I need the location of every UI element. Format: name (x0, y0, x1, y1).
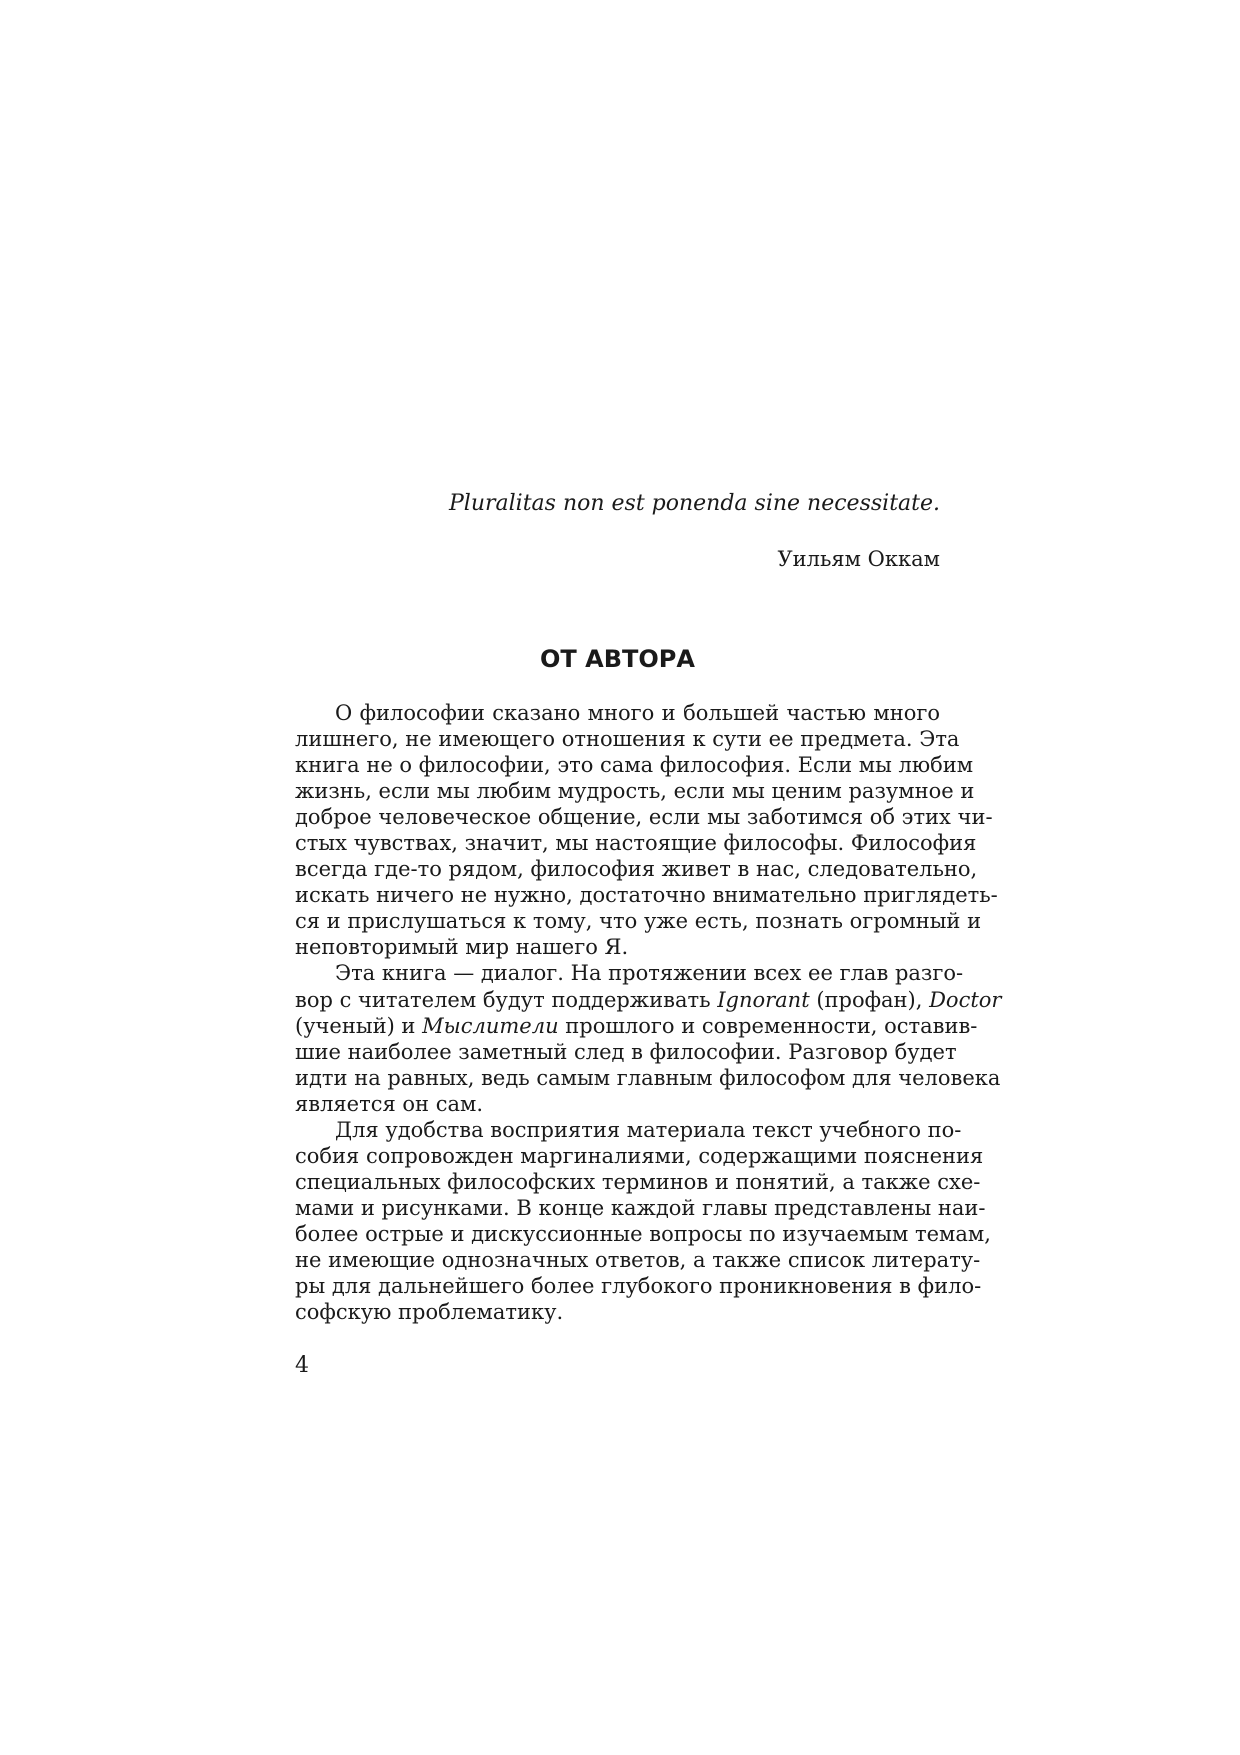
text-fragment: (профан), (809, 987, 930, 1012)
text-line: доброе человеческое общение, если мы заботимся об этих чи- (295, 805, 993, 830)
term-ignorant: Ignorant (717, 987, 810, 1012)
text-line: не имеющие однозначных ответов, а также список литерату- (295, 1247, 981, 1272)
text-line: специальных философских терминов и понятий, а также схе- (295, 1169, 981, 1194)
text-line: мами и рисунками. В конце каждой главы представлены наи- (295, 1195, 986, 1220)
text-fragment: вор с читателем будут поддерживать (295, 987, 718, 1012)
text-line: стых чувствах, значит, мы настоящие философы. Философия (295, 831, 977, 856)
page-number: 4 (295, 1353, 309, 1378)
text-fragment: (ученый) и (295, 1013, 423, 1038)
text-line: является он сам. (295, 1091, 483, 1116)
term-doctor: Doctor (929, 987, 1002, 1012)
chapter-title: ОТ АВТОРА (540, 645, 695, 673)
text-line: собия сопровожден маргиналиями, содержащими пояснения (295, 1143, 984, 1168)
paragraph (295, 1117, 991, 1325)
text-line: О философии сказано много и большей частью много (335, 701, 940, 725)
paragraph (295, 700, 998, 960)
text-line: шие наиболее заметный след в философии. Разговор будет (295, 1039, 957, 1064)
text-line (295, 1013, 978, 1039)
text-line: жизнь, если мы любим мудрость, если мы ценим разумное и (295, 779, 975, 804)
term-thinkers: Мыслители (422, 1013, 559, 1038)
text-line: ся и прислушаться к тому, что уже есть, познать огромный и (295, 909, 982, 934)
text-line: софскую проблематику. (295, 1300, 564, 1325)
text-line: Эта книга — диалог. На протяжении всех ее глав разго- (335, 961, 964, 986)
text-line: ры для дальнейшего более глубокого проникновения в фило- (295, 1274, 982, 1299)
text-line: идти на равных, ведь самым главным философом для человека (295, 1065, 1001, 1090)
epigraph-quote: Pluralitas non est ponenda sine necessitate. (448, 491, 940, 516)
text-fragment: прошлого и современности, оставив- (558, 1013, 978, 1038)
text-line (295, 987, 1002, 1013)
epigraph-author: Уильям Оккам (777, 547, 940, 571)
text-line: искать ничего не нужно, достаточно внимательно приглядеть- (295, 883, 998, 908)
paragraph (295, 960, 1002, 1116)
text-line: Для удобства восприятия материала текст учебного по- (335, 1117, 962, 1142)
text-line: более острые и дискуссионные вопросы по изучаемым темам, (295, 1221, 991, 1246)
text-line: лишнего, не имеющего отношения к сути ее предмета. Эта (295, 727, 960, 752)
body-text (295, 700, 1002, 1325)
text-line: неповторимый мир нашего Я. (295, 935, 629, 960)
text-line: книга не о философии, это сама философия. Если мы любим (295, 753, 974, 778)
text-line: всегда где-то рядом, философия живет в нас, следовательно, (295, 857, 978, 882)
